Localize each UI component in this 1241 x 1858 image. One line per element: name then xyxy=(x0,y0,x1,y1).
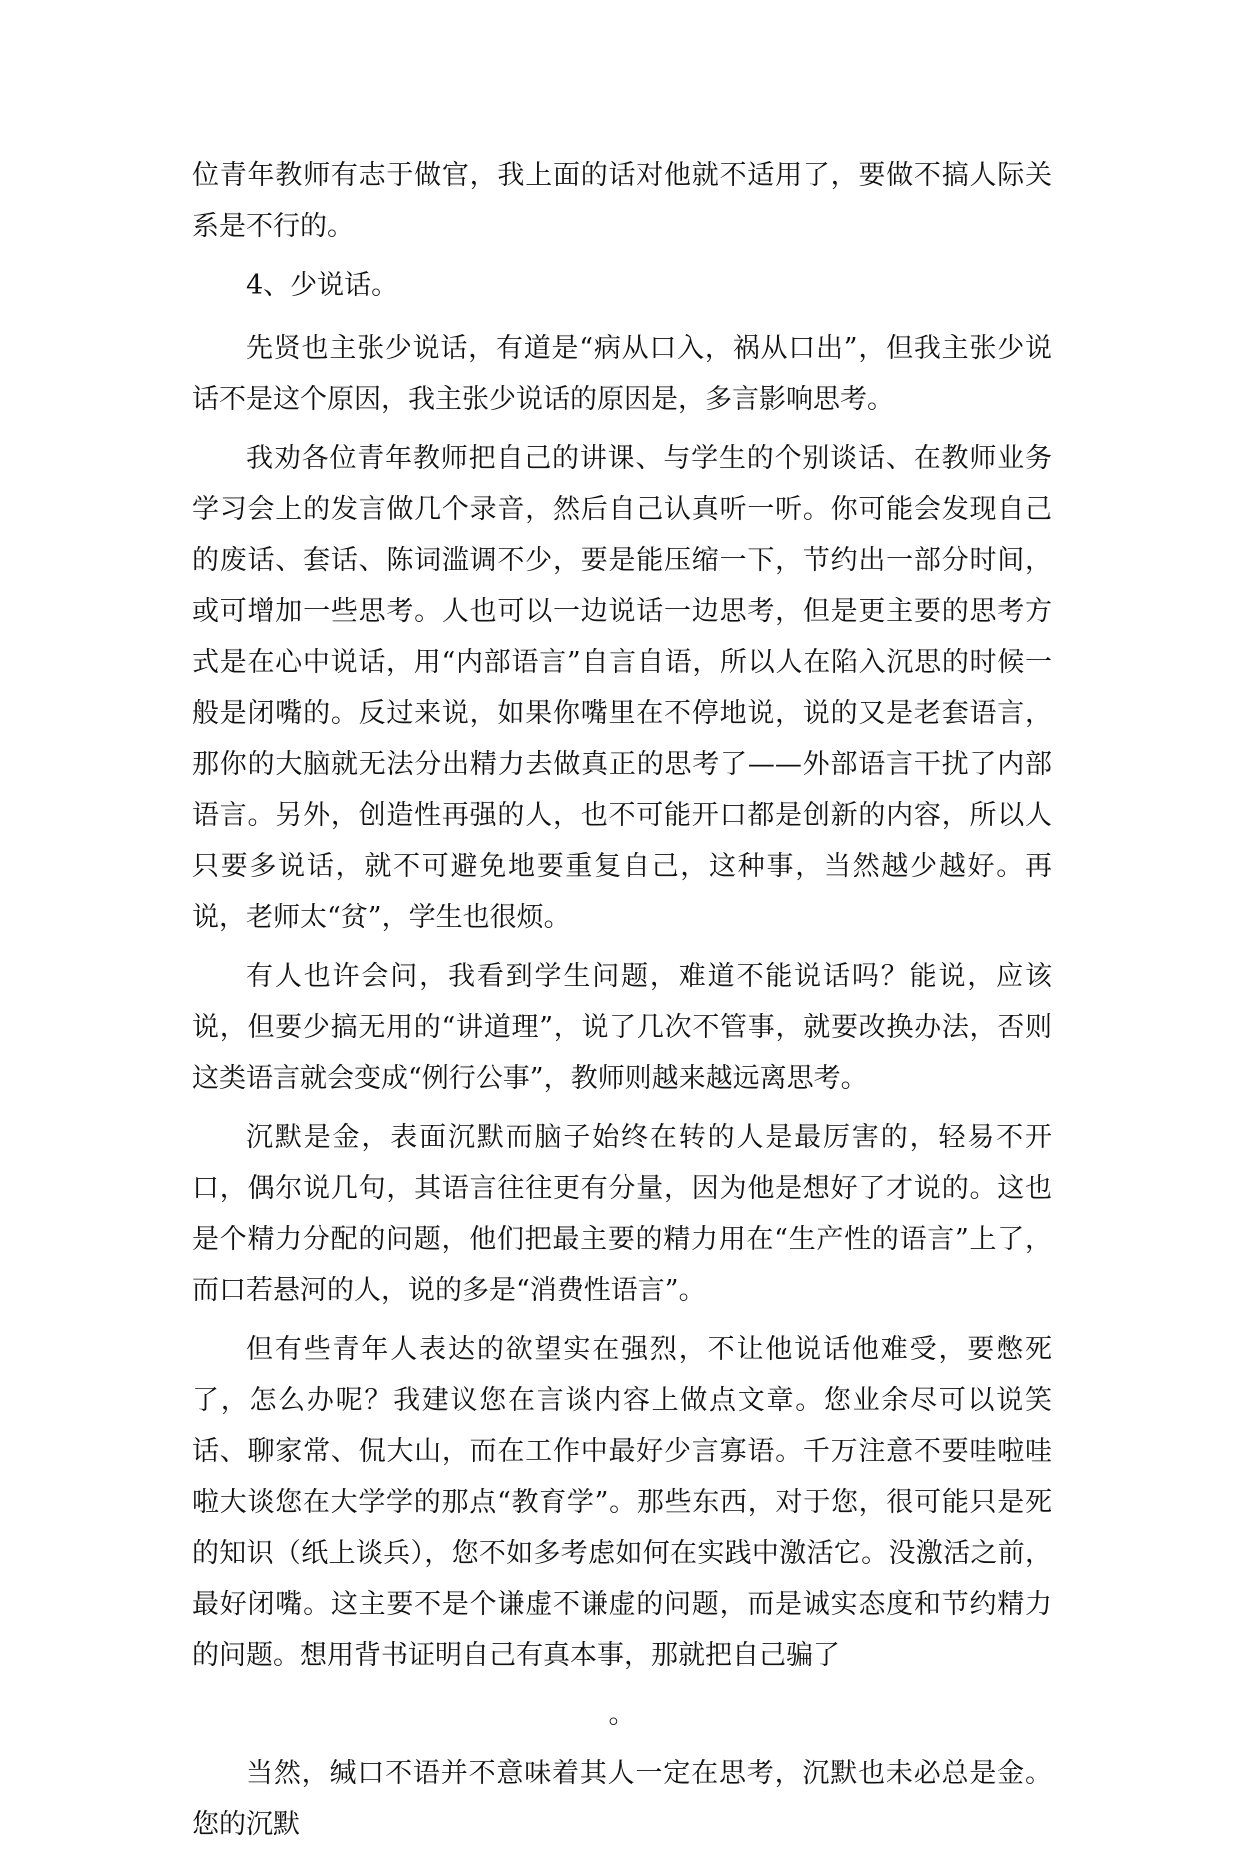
paragraph: 当然，缄口不语并不意味着其人一定在思考，沉默也未必总是金。您的沉默 xyxy=(192,1758,1052,1840)
paragraph: 我劝各位青年教师把自己的讲课、与学生的个别谈话、在教师业务学习会上的发言做几个录音，然后自己认真听一听。你可能会发现自己的废话、套话、陈词滥调不少，要是能压缩一下，节约出一部分时间，或可增加一些思考。人也可以一边说话一边思考，但是更主要的思考方式是在心中说话，用“内部语言”自言自语，所以人在陷入沉思的时候一般是闭嘴的。反过来说，如果你嘴里在不停地说，说的又是老套语言，那你的大脑就无法分出精力去做真正的思考了——外部语言干扰了内部语言。另外，创造性再强的人，也不可能开口都是创新的内容，所以人只要多说话，就不可避免地要重复自己，这种事，当然越少越好。再说，老师太“贫”，学生也很烦。 xyxy=(192,443,1052,933)
section-heading: 4、少说话。 xyxy=(246,270,399,301)
paragraph: 沉默是金，表面沉默而脑子始终在转的人是最厉害的，轻易不开口，偶尔说几句，其语言往往更有分量，因为他是想好了才说的。这也是个精力分配的问题，他们把最主要的精力用在“生产性的语言”上了，而口若悬河的人，说的多是“消费性语言”。 xyxy=(192,1122,1052,1306)
paragraph: 有人也许会问，我看到学生问题，难道不能说话吗？能说，应该说，但要少搞无用的“讲道理”，说了几次不管事，就要改换办法，否则这类语言就会变成“例行公事”，教师则越来越远离思考。 xyxy=(192,961,1052,1094)
trailing-punctuation: 。 xyxy=(608,1699,636,1730)
paragraph-continuation: 位青年教师有志于做官，我上面的话对他就不适用了，要做不搞人际关系是不行的。 xyxy=(192,160,1052,242)
paragraph: 但有些青年人表达的欲望实在强烈，不让他说话他难受，要憋死了，怎么办呢？我建议您在言谈内容上做点文章。您业余尽可以说笑话、聊家常、侃大山，而在工作中最好少言寡语。千万注意不要哇啦哇啦大谈您在大学学的那点“教育学”。那些东西，对于您，很可能只是死的知识（纸上谈兵），您不如多考虑如何在实践中激活它。没激活之前，最好闭嘴。这主要不是个谦虚不谦虚的问题，而是诚实态度和节约精力的问题。想用背书证明自己有真本事，那就把自己骗了 xyxy=(192,1334,1052,1671)
paragraph: 先贤也主张少说话，有道是“病从口入，祸从口出”，但我主张少说话不是这个原因，我主张少说话的原因是，多言影响思考。 xyxy=(192,333,1052,415)
document-page xyxy=(192,150,1052,1858)
